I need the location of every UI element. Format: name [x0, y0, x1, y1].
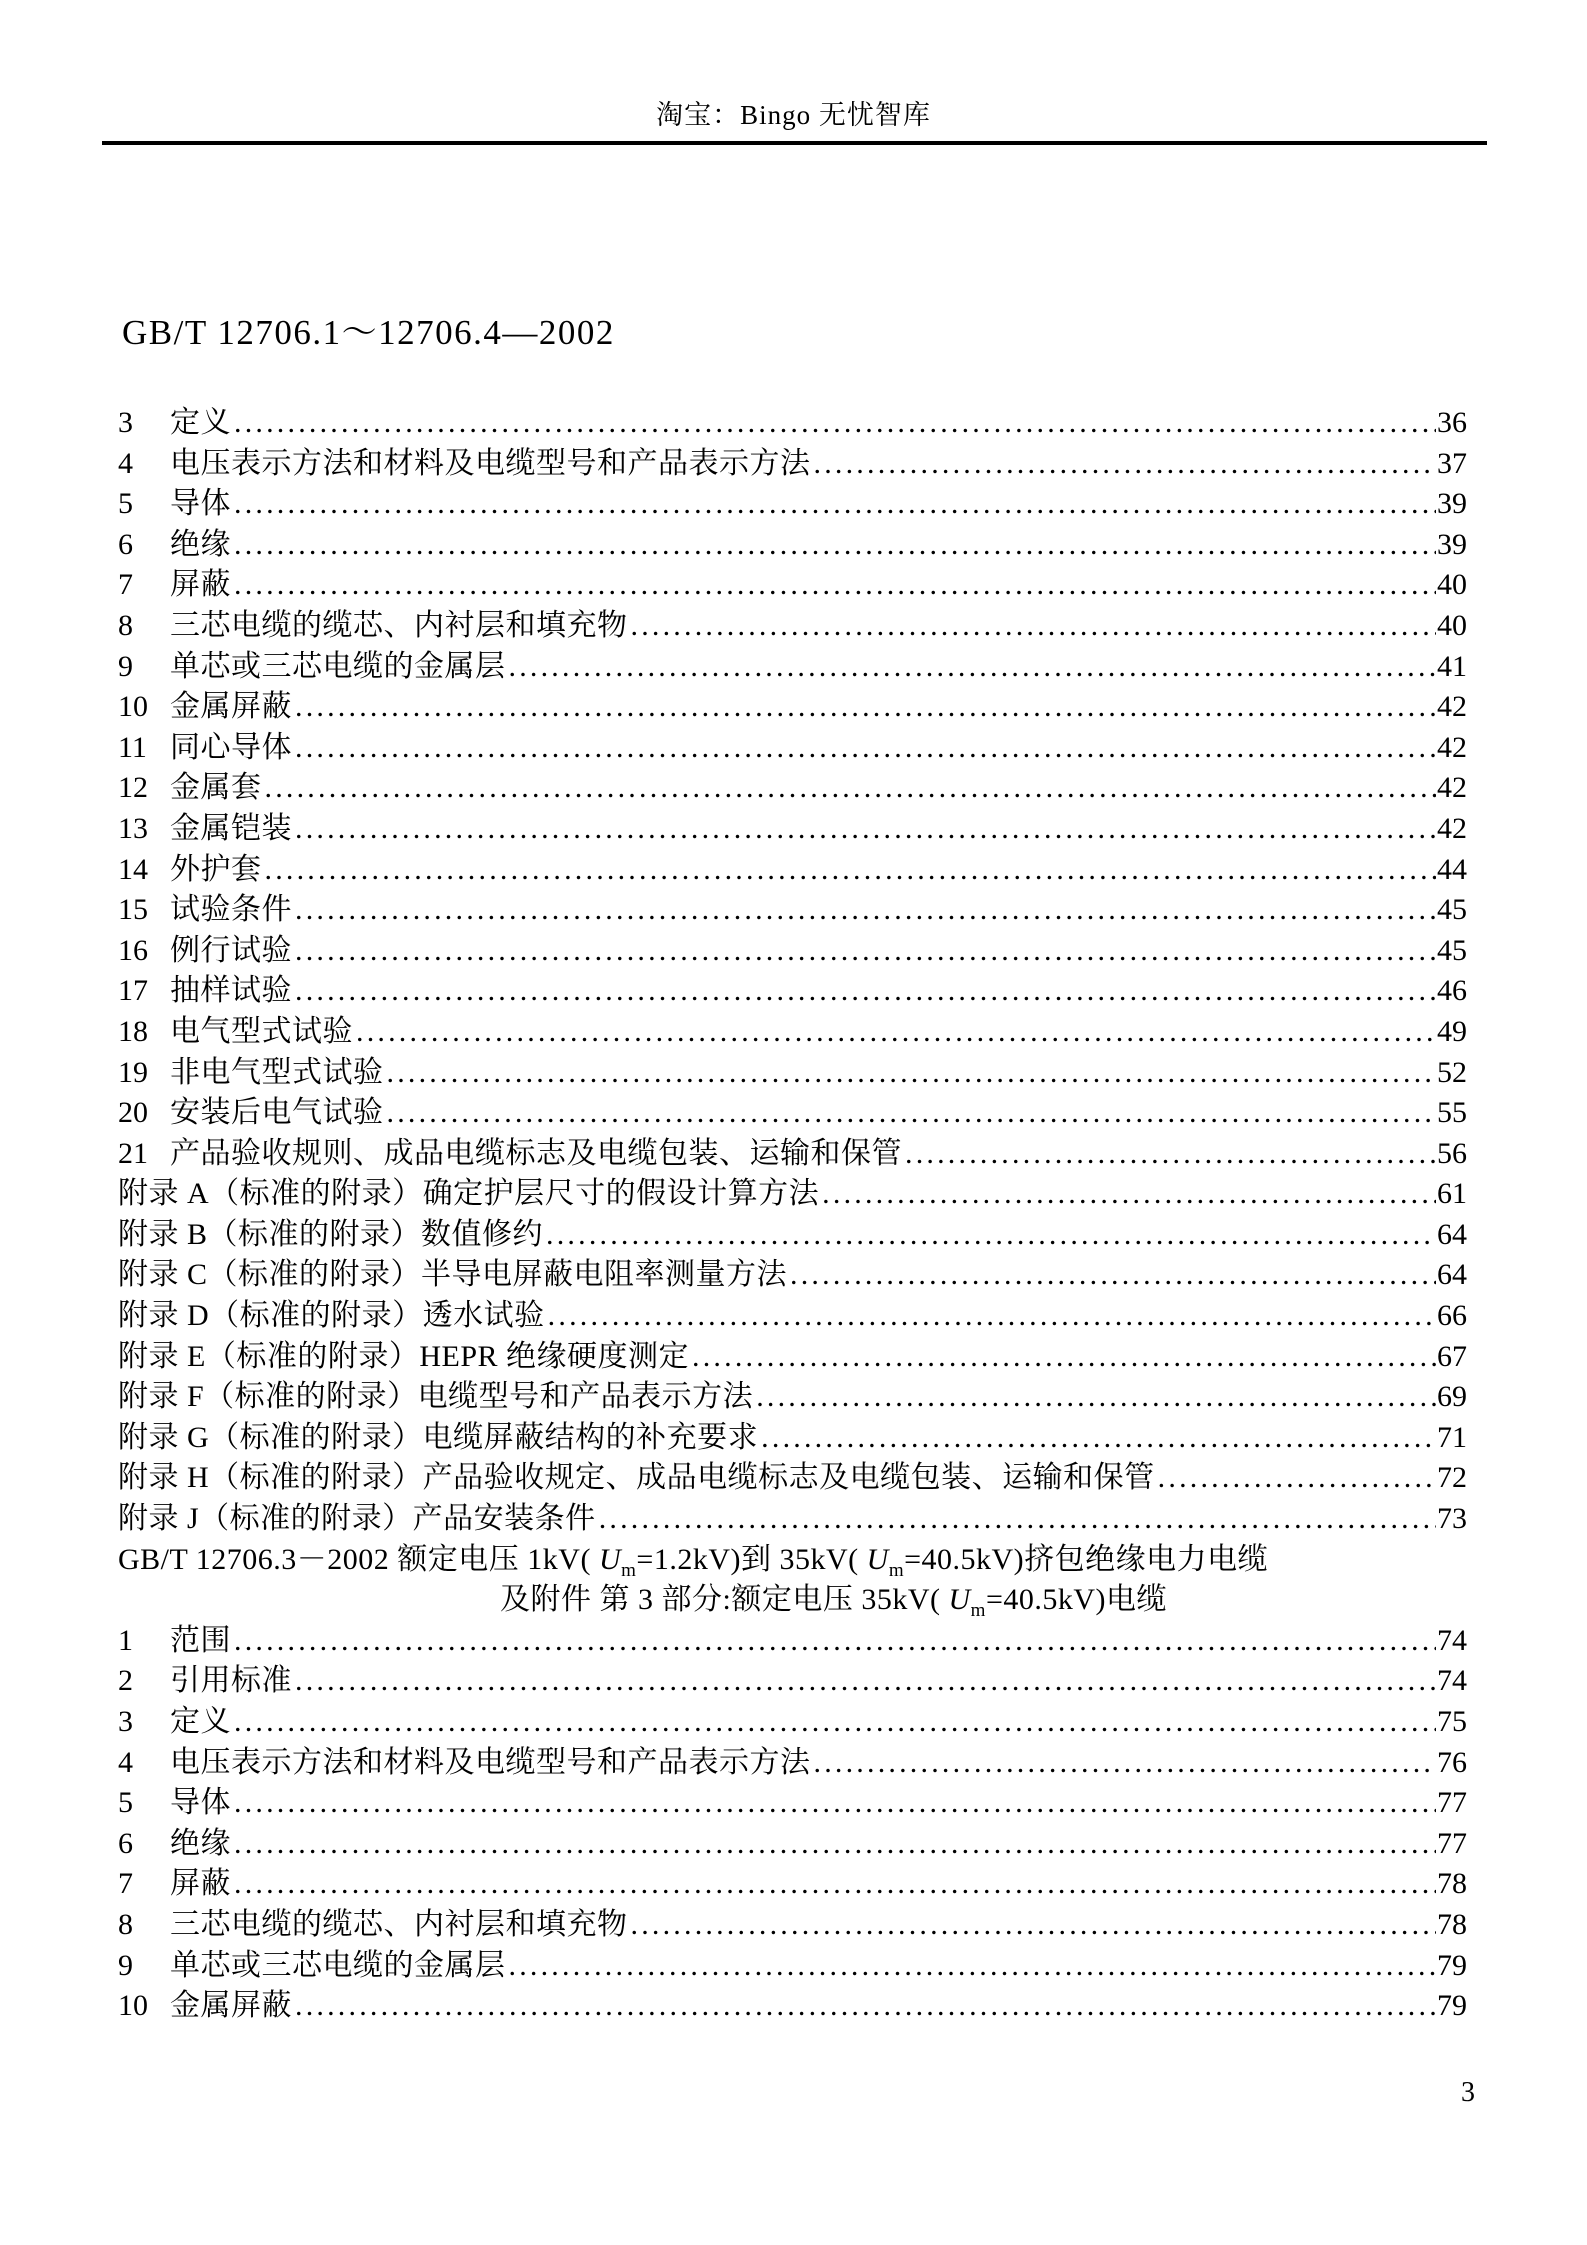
toc-item-number: 21 [118, 1136, 148, 1170]
appendix-list [118, 1174, 1467, 1539]
toc-item-label: 外护套 [170, 852, 262, 886]
toc-item-number: 9 [118, 649, 133, 683]
dot-leader [265, 768, 1437, 809]
toc-row [118, 1702, 1467, 1743]
toc-row [118, 1053, 1467, 1094]
toc-row [118, 809, 1467, 850]
toc-row [118, 890, 1467, 931]
toc-item-number: 19 [118, 1055, 148, 1089]
toc-item-label: 屏蔽 [170, 568, 231, 602]
dot-leader [234, 1702, 1436, 1743]
toc-item-label: 绝缘 [170, 527, 231, 561]
toc-item-number: 4 [118, 446, 133, 480]
toc-item-label: 金属屏蔽 [170, 1989, 292, 2023]
toc-item-page: 55 [1437, 1096, 1467, 1130]
toc-row [118, 525, 1467, 566]
appendix-row [118, 1255, 1467, 1296]
toc-item-page: 74 [1437, 1664, 1467, 1698]
dot-leader [548, 1296, 1436, 1337]
toc-item-number: 6 [118, 527, 133, 561]
toc-item-page: 52 [1437, 1055, 1467, 1089]
toc-item-number: 2 [118, 1664, 133, 1698]
toc-item-page: 46 [1437, 974, 1467, 1008]
toc-list-part1 [118, 403, 1467, 1174]
toc-item-number: 20 [118, 1096, 148, 1130]
toc-item-page: 45 [1437, 893, 1467, 927]
toc-row [118, 1824, 1467, 1865]
toc-row [118, 1864, 1467, 1905]
toc-item-label: 产品验收规则、成品电缆标志及电缆包装、运输和保管 [170, 1136, 902, 1170]
dot-leader [234, 403, 1436, 444]
toc-row [118, 1621, 1467, 1662]
toc-item-page: 42 [1437, 811, 1467, 845]
toc-item-page: 79 [1437, 1989, 1467, 2023]
toc-item-label: 例行试验 [170, 933, 292, 967]
appendix-page: 64 [1437, 1217, 1467, 1251]
toc-item-page: 76 [1437, 1745, 1467, 1779]
part3-title-line2: 及附件 第 3 部分:额定电压 35kV( $U_m=40.5kV$)电缆 [500, 1583, 1168, 1622]
dot-leader [295, 1661, 1436, 1702]
toc-item-page: 36 [1437, 406, 1467, 439]
dot-leader [756, 1377, 1436, 1418]
toc-item-label: 屏蔽 [170, 1867, 231, 1901]
appendix-row [118, 1377, 1467, 1418]
toc-item-number: 10 [118, 1989, 148, 2023]
appendix-label: 附录 H（标准的附录）产品验收规定、成品电缆标志及电缆包装、运输和保管 [118, 1461, 1155, 1495]
dot-leader [295, 809, 1436, 850]
appendix-label: 附录 C（标准的附录）半导电屏蔽电阻率测量方法 [118, 1258, 788, 1292]
dot-leader [234, 1864, 1436, 1905]
toc-item-page: 42 [1437, 690, 1467, 724]
toc-item-number: 7 [118, 1867, 133, 1901]
dot-leader [356, 1012, 1436, 1053]
toc-row [118, 768, 1467, 809]
toc-item-label: 三芯电缆的缆芯、内衬层和填充物 [170, 1907, 628, 1941]
dot-leader [814, 444, 1437, 485]
appendix-row [118, 1458, 1467, 1499]
toc-item-page: 42 [1437, 771, 1467, 805]
toc-item-number: 10 [118, 690, 148, 724]
appendix-label: 附录 A（标准的附录）确定护层尺寸的假设计算方法 [118, 1177, 820, 1211]
dot-leader [295, 931, 1436, 972]
appendix-label: 附录 B（标准的附录）数值修约 [118, 1217, 544, 1251]
toc-item-label: 定义 [170, 1705, 231, 1738]
toc-row [118, 1946, 1467, 1987]
toc-item-label: 绝缘 [170, 1826, 231, 1860]
toc-item-label: 定义 [170, 406, 231, 439]
toc-item-page: 75 [1437, 1705, 1467, 1738]
toc-item-page: 39 [1437, 527, 1467, 561]
dot-leader [387, 1093, 1437, 1134]
toc-item-number: 5 [118, 1786, 133, 1820]
dot-leader [295, 1986, 1436, 2027]
appendix-page: 66 [1437, 1299, 1467, 1333]
toc-row [118, 850, 1467, 891]
document-id: GB/T 12706.1～12706.4—2002 [122, 313, 615, 352]
appendix-label: 附录 G（标准的附录）电缆屏蔽结构的补充要求 [118, 1420, 759, 1454]
dot-leader [814, 1743, 1437, 1784]
appendix-page: 64 [1437, 1258, 1467, 1292]
appendix-row [118, 1337, 1467, 1378]
toc-item-label: 单芯或三芯电缆的金属层 [170, 649, 506, 683]
toc-item-number: 1 [118, 1623, 133, 1657]
dot-leader [234, 484, 1436, 525]
appendix-label: 附录 F（标准的附录）电缆型号和产品表示方法 [118, 1380, 754, 1414]
toc-item-page: 49 [1437, 1014, 1467, 1048]
dot-leader [295, 687, 1436, 728]
toc-item-label: 电压表示方法和材料及电缆型号和产品表示方法 [170, 1745, 811, 1779]
toc-row [118, 687, 1467, 728]
appendix-page: 71 [1437, 1420, 1467, 1454]
toc-item-label: 非电气型式试验 [170, 1055, 384, 1089]
toc-item-label: 金属屏蔽 [170, 690, 292, 724]
dot-leader [790, 1255, 1436, 1296]
toc-item-number: 11 [118, 730, 147, 764]
appendix-row [118, 1215, 1467, 1256]
toc-item-page: 77 [1437, 1786, 1467, 1820]
toc-item-label: 电气型式试验 [170, 1014, 353, 1048]
appendix-page: 72 [1437, 1461, 1467, 1495]
toc-row [118, 1783, 1467, 1824]
toc-item-number: 4 [118, 1745, 133, 1779]
toc-row [118, 1012, 1467, 1053]
appendix-row [118, 1418, 1467, 1459]
appendix-label: 附录 E（标准的附录）HEPR 绝缘硬度测定 [118, 1339, 690, 1373]
toc-row [118, 1093, 1467, 1134]
toc-row [118, 647, 1467, 688]
toc-item-number: 8 [118, 1907, 133, 1941]
toc-item-page: 79 [1437, 1948, 1467, 1982]
page-number: 3 [1461, 2077, 1475, 2108]
toc-item-number: 17 [118, 974, 148, 1008]
toc-item-label: 引用标准 [170, 1664, 292, 1698]
dot-leader [295, 728, 1436, 769]
toc-item-page: 45 [1437, 933, 1467, 967]
toc-row [118, 1661, 1467, 1702]
dot-leader [546, 1215, 1436, 1256]
toc-item-label: 同心导体 [170, 730, 292, 764]
toc-item-page: 44 [1437, 852, 1467, 886]
dot-leader [387, 1053, 1437, 1094]
appendix-row [118, 1499, 1467, 1540]
toc-row [118, 444, 1467, 485]
toc-item-page: 40 [1437, 568, 1467, 602]
table-of-contents [118, 403, 1467, 2027]
toc-item-number: 5 [118, 487, 133, 521]
toc-item-label: 导体 [170, 487, 231, 521]
toc-item-number: 3 [118, 1705, 133, 1738]
toc-row [118, 565, 1467, 606]
dot-leader [1158, 1458, 1436, 1499]
dot-leader [509, 1946, 1437, 1987]
dot-leader [631, 1905, 1437, 1946]
toc-item-label: 三芯电缆的缆芯、内衬层和填充物 [170, 608, 628, 642]
toc-item-page: 77 [1437, 1826, 1467, 1860]
toc-row [118, 971, 1467, 1012]
toc-row [118, 1134, 1467, 1175]
appendix-page: 61 [1437, 1177, 1467, 1211]
dot-leader [295, 971, 1436, 1012]
dot-leader [234, 1783, 1436, 1824]
toc-row [118, 1905, 1467, 1946]
toc-item-page: 78 [1437, 1907, 1467, 1941]
toc-row [118, 931, 1467, 972]
toc-row [118, 484, 1467, 525]
toc-row [118, 1743, 1467, 1784]
toc-item-label: 范围 [170, 1623, 231, 1657]
dot-leader [234, 1621, 1436, 1662]
toc-item-number: 12 [118, 771, 148, 805]
dot-leader [234, 565, 1436, 606]
toc-item-number: 3 [118, 406, 133, 439]
part3-section-title [118, 1540, 1467, 1621]
toc-item-label: 金属套 [170, 771, 262, 805]
toc-item-label: 安装后电气试验 [170, 1096, 384, 1130]
header-rule [102, 141, 1487, 145]
appendix-row [118, 1174, 1467, 1215]
appendix-row [118, 1296, 1467, 1337]
appendix-page: 69 [1437, 1380, 1467, 1414]
toc-item-label: 导体 [170, 1786, 231, 1820]
dot-leader [599, 1499, 1436, 1540]
toc-item-label: 金属铠装 [170, 811, 292, 845]
toc-row [118, 606, 1467, 647]
dot-leader [822, 1174, 1436, 1215]
toc-item-number: 6 [118, 1826, 133, 1860]
page-header [0, 0, 1587, 145]
appendix-label: 附录 J（标准的附录）产品安装条件 [118, 1502, 596, 1536]
dot-leader [265, 850, 1437, 891]
dot-leader [631, 606, 1437, 647]
toc-list-part2 [118, 1621, 1467, 2027]
toc-item-number: 14 [118, 852, 148, 886]
toc-item-page: 42 [1437, 730, 1467, 764]
dot-leader [692, 1337, 1436, 1378]
appendix-label: 附录 D（标准的附录）透水试验 [118, 1299, 545, 1333]
toc-item-page: 74 [1437, 1623, 1467, 1657]
toc-item-label: 抽样试验 [170, 974, 292, 1008]
dot-leader [234, 525, 1436, 566]
toc-row [118, 728, 1467, 769]
toc-item-page: 37 [1437, 446, 1467, 480]
appendix-page: 73 [1437, 1502, 1467, 1536]
part3-title-line1: GB/T 12706.3－2002 额定电压 1kV( $U_m=1.2kV$)到 35kV( $U_m=40.5kV$)挤包绝缘电力电缆 [118, 1542, 1269, 1581]
dot-leader [509, 647, 1437, 688]
toc-item-number: 7 [118, 568, 133, 602]
toc-item-page: 56 [1437, 1136, 1467, 1170]
toc-item-label: 单芯或三芯电缆的金属层 [170, 1948, 506, 1982]
toc-item-page: 40 [1437, 608, 1467, 642]
toc-item-label: 试验条件 [170, 893, 292, 927]
toc-item-label: 电压表示方法和材料及电缆型号和产品表示方法 [170, 446, 811, 480]
toc-row [118, 1986, 1467, 2027]
toc-row [118, 403, 1467, 444]
toc-item-page: 39 [1437, 487, 1467, 521]
toc-item-number: 16 [118, 933, 148, 967]
dot-leader [905, 1134, 1436, 1175]
dot-leader [234, 1824, 1436, 1865]
toc-item-number: 18 [118, 1014, 148, 1048]
toc-item-number: 8 [118, 608, 133, 642]
toc-item-number: 9 [118, 1948, 133, 1982]
toc-item-number: 15 [118, 893, 148, 927]
toc-item-page: 41 [1437, 649, 1467, 683]
toc-item-number: 13 [118, 811, 148, 845]
dot-leader [761, 1418, 1436, 1459]
toc-item-page: 78 [1437, 1867, 1467, 1901]
appendix-page: 67 [1437, 1339, 1467, 1373]
watermark-text: 淘宝：Bingo 无忧智库 [656, 100, 931, 130]
dot-leader [295, 890, 1436, 931]
